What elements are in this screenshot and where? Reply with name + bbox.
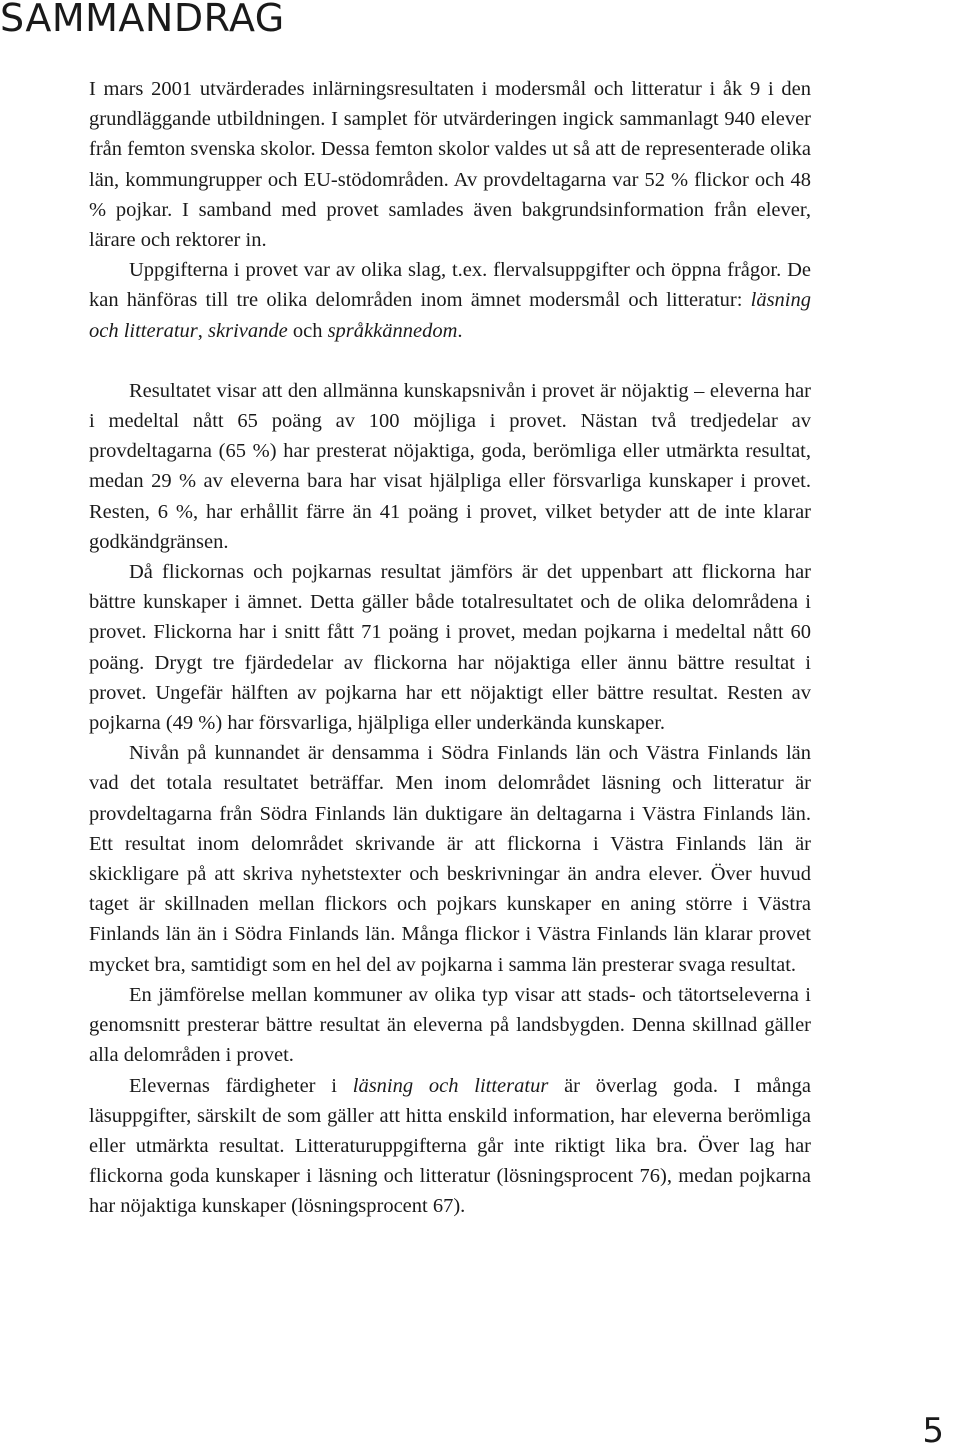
paragraph-task-types [89, 255, 811, 346]
conjunction: och [287, 319, 328, 342]
subarea-reading-literature-ref: läsning och litteratur [352, 1074, 549, 1097]
paragraph-regional-comparison: Nivån på kunnandet är densamma i Södra Finlands län och Västra Finlands län vad det totala resultatet beträffar. Men inom delområdet läsning och litteratur är provdeltagarna från Södra Finlands län duktigare än deltagarna i Västra Finlands län. Ett resultat inom delområdet skrivande är att flickorna i Västra Finlands län är skickligare på att skriva nyhetstexter och beskrivningar än andra elever. Över huvud taget är skillnaden mellan flickors och pojkars kunskaper en aning större i Västra Finlands län än i Södra Finlands län. Många flickor i Västra Finlands län klarar provet mycket bra, samtidigt som en hel del av pojkarna i samma län presterar svaga resultat. [89, 742, 811, 976]
page-title: SAMMANDRAG [0, 0, 285, 40]
paragraph-overall-results: Resultatet visar att den allmänna kunskapsnivån i provet är nöjaktig – eleverna har i medeltal nått 65 poäng av 100 möjliga i provet. Nästan två tredjedelar av provdeltagarna (65 %) har presterat nöjaktiga, goda, berömliga eller utmärkta resultat, medan 29 % av eleverna bara har visat hjälpliga eller försvarliga kunskaper i provet. Resten, 6 %, har erhållit färre än 41 poäng i provet, vilket betyder att de inte klarar godkändgränsen. [89, 379, 811, 553]
paragraph-reading-skills [89, 1071, 811, 1222]
page-number: 5 [922, 1411, 944, 1451]
subarea-language-knowledge: språkkännedom [327, 319, 458, 342]
paragraph-reading-skills-text: är överlag goda. I många läsuppgifter, särskilt de som gäller att hitta enskild information, har eleverna berömliga eller utmärkta resultat. Litteraturuppgifterna går inte riktigt lika bra. Över lag har flickorna goda kunskaper i läsning och litteratur (lösningsprocent 76), medan pojkarna har nöjaktiga kunskaper (lösningsprocent 67). [89, 1074, 811, 1218]
paragraph-intro: I mars 2001 utvärderades inlärningsresultaten i modersmål och litteratur i åk 9 i den grundläggande utbildningen. I samplet för utvärderingen ingick sammanlagt 940 elever från femton svenska skolor. Dessa femton skolor valdes ut så att de representerade olika län, kommungrupper och EU-stödområden. Av provdeltagarna var 52 % flickor och 48 % pojkar. I samband med provet samlades även bakgrundsinformation från elever, lärare och rektorer in. [89, 78, 811, 252]
separator: , [197, 319, 209, 342]
paragraph-municipality-comparison: En jämförelse mellan kommuner av olika typ visar att stads- och tätortseleverna i genomsnitt presterar bättre resultat än eleverna på landsbygden. Denna skillnad gäller alla delområden i provet. [89, 983, 811, 1067]
paragraph-gender-comparison: Då flickornas och pojkarnas resultat jämförs är det uppenbart att flickorna har bättre kunskaper i ämnet. Detta gäller både totalresultatet och de olika delområdena i provet. Flickorna har i snitt fått 71 poäng i provet, medan pojkarna i medeltal nått 60 poäng. Drygt tre fjärdedelar av flickorna har nöjaktiga eller ännu bättre resultat i provet. Ungefär hälften av pojkarna har ett nöjaktigt eller bättre resultat. Resten av pojkarna (49 %) har försvarliga, hjälpliga eller underkända kunskaper. [89, 561, 811, 735]
subarea-writing: skrivande [208, 319, 288, 342]
subarea-reading-literature: läsning och litteratur [89, 289, 811, 342]
period: . [457, 319, 463, 342]
paragraph-task-types-text: Uppgifterna i provet var av olika slag, t.ex. flervalsuppgifter och öppna frågor. De kan hänföras till tre olika delområden inom ämnet modersmål och litteratur: [89, 259, 811, 312]
paragraph-reading-skills-lead: Elevernas färdigheter i [129, 1074, 353, 1097]
summary-body [89, 74, 811, 1222]
